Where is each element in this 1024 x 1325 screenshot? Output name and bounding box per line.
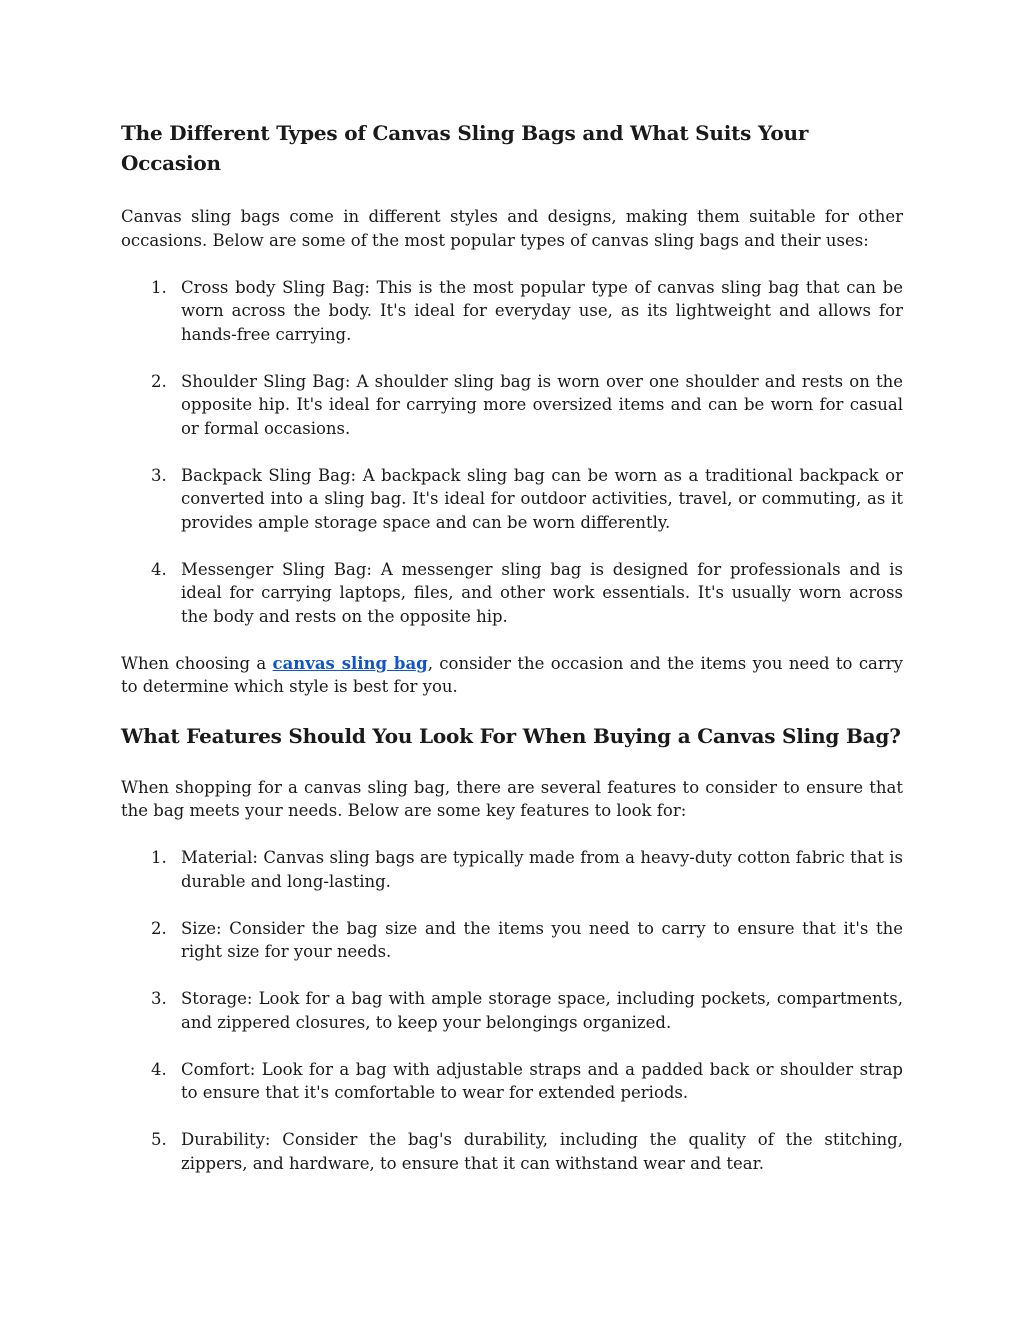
list-item xyxy=(121,846,903,893)
canvas-sling-bag-link[interactable]: canvas sling bag xyxy=(272,653,428,673)
list-item-text: Material: Canvas sling bags are typically made from a heavy-duty cotton fabric that is durable and long-lasting. xyxy=(181,848,903,891)
list-item xyxy=(121,558,903,629)
list-number: 2. xyxy=(151,918,167,938)
list-number: 3. xyxy=(151,465,167,485)
closing-text-after: , consider the occasion and the items you need to carry to determine which style is best for you. xyxy=(121,653,903,696)
list-item xyxy=(121,276,903,347)
list-item xyxy=(121,1128,903,1175)
section-intro-features: When shopping for a canvas sling bag, there are several features to consider to ensure that the bag meets your needs. Below are some key features to look for: xyxy=(121,777,903,820)
list-number: 2. xyxy=(151,371,167,391)
list-item-text: Backpack Sling Bag: A backpack sling bag can be worn as a traditional backpack or converted into a sling bag. It's ideal for outdoor activities, travel, or commuting, as it provides ample storage space and can be worn differently. xyxy=(181,465,903,532)
list-number: 4. xyxy=(151,559,167,579)
section-intro-types: Canvas sling bags come in different styles and designs, making them suitable for other occasions. Below are some of the most popular types of canvas sling bags and their uses: xyxy=(121,207,903,250)
list-number: 1. xyxy=(151,277,167,297)
section-heading-types: The Different Types of Canvas Sling Bags and What Suits Your Occasion xyxy=(121,121,809,175)
document-page xyxy=(121,118,903,1175)
list-item-text: Messenger Sling Bag: A messenger sling bag is designed for professionals and is ideal for carrying laptops, files, and other work essentials. It's usually worn across the body and rests on the opposite hip. xyxy=(181,559,903,626)
list-item-text: Cross body Sling Bag: This is the most popular type of canvas sling bag that can be worn across the body. It's ideal for everyday use, as its lightweight and allows for hands-free carrying. xyxy=(181,277,903,344)
list-number: 1. xyxy=(151,848,167,867)
list-item xyxy=(121,464,903,535)
closing-text-before: When choosing a xyxy=(121,653,273,673)
list-number: 5. xyxy=(151,1130,167,1149)
list-item-text: Size: Consider the bag size and the items you need to carry to ensure that it's the right size for your needs. xyxy=(181,918,903,961)
list-item xyxy=(121,917,903,964)
list-item xyxy=(121,370,903,441)
section-heading-features: What Features Should You Look For When Buying a Canvas Sling Bag? xyxy=(121,723,901,748)
list-number: 4. xyxy=(151,1059,167,1079)
types-list xyxy=(121,276,903,629)
list-item xyxy=(121,1058,903,1105)
list-item-text: Shoulder Sling Bag: A shoulder sling bag is worn over one shoulder and rests on the opposite hip. It's ideal for carrying more oversized items and can be worn for casual or formal occasions. xyxy=(181,371,903,438)
list-item xyxy=(121,987,903,1034)
list-item-text: Durability: Consider the bag's durability, including the quality of the stitching, zippers, and hardware, to ensure that it can withstand wear and tear. xyxy=(181,1130,903,1173)
list-number: 3. xyxy=(151,989,167,1008)
features-list xyxy=(121,846,903,1175)
list-item-text: Storage: Look for a bag with ample storage space, including pockets, compartments, and zippered closures, to keep your belongings organized. xyxy=(181,989,903,1032)
list-item-text: Comfort: Look for a bag with adjustable straps and a padded back or shoulder strap to ensure that it's comfortable to wear for extended periods. xyxy=(181,1059,903,1102)
closing-paragraph xyxy=(121,652,903,699)
